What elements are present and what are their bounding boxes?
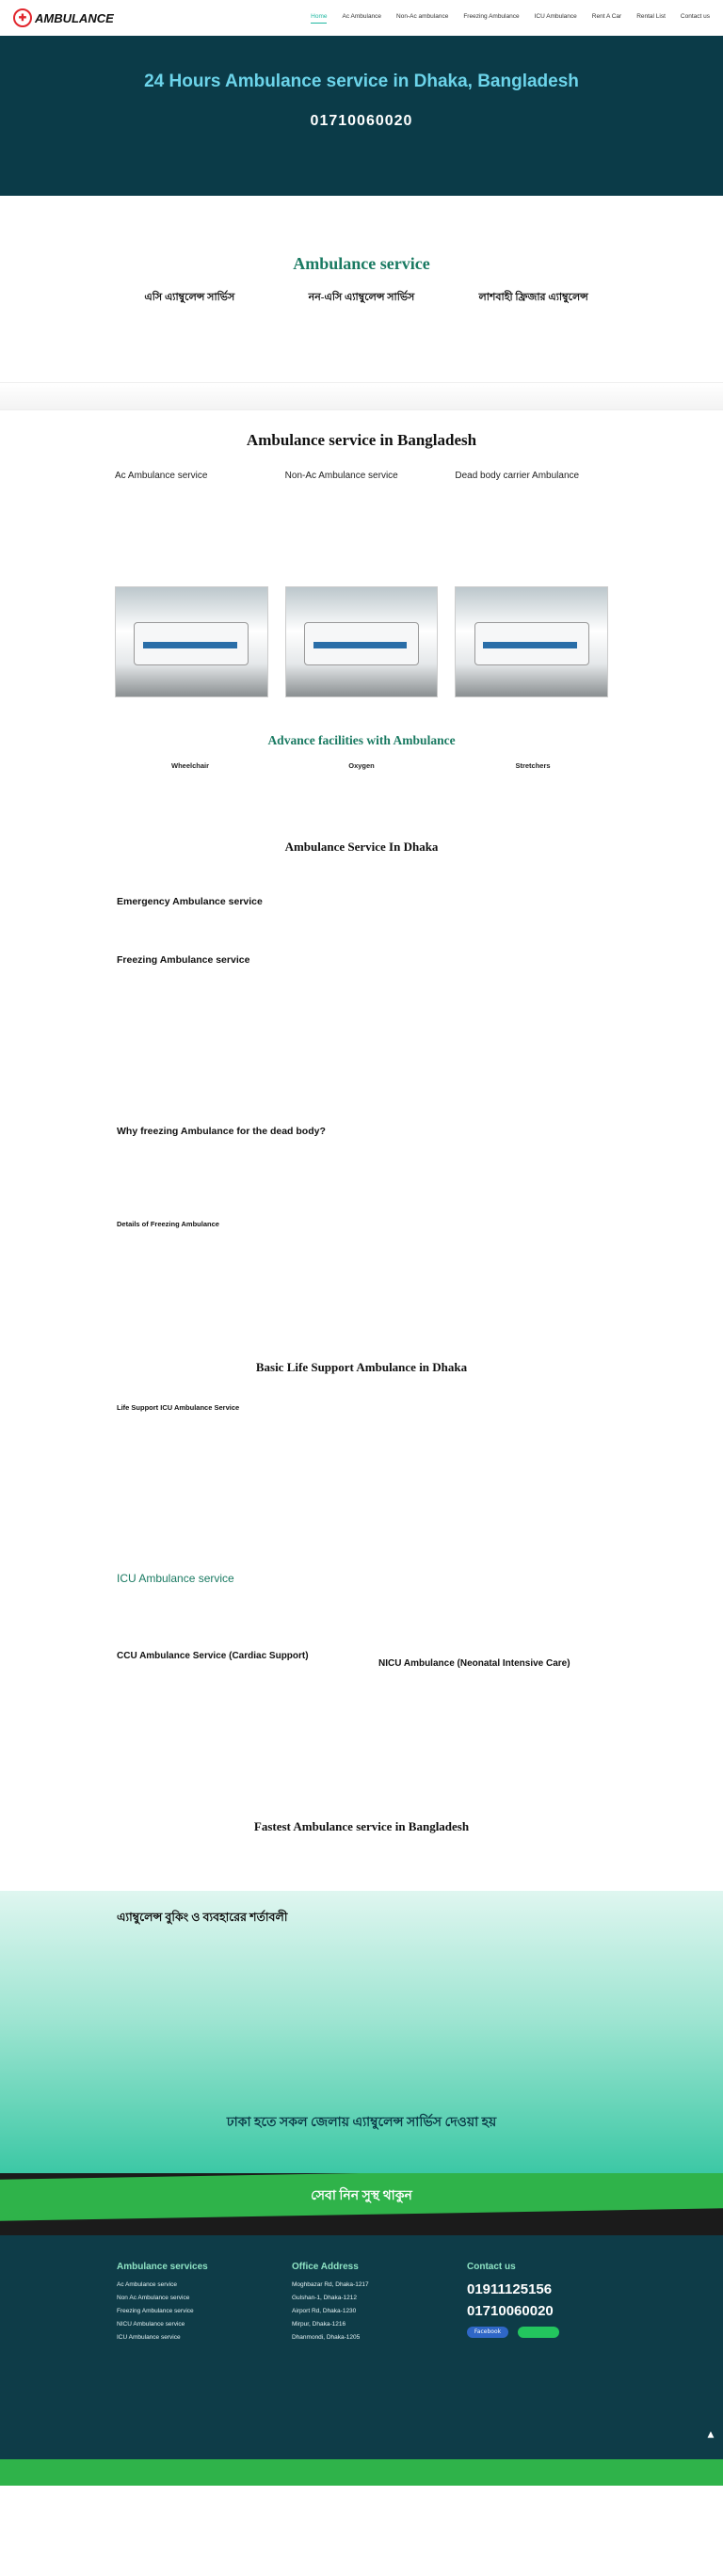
nicu-heading: NICU Ambulance (Neonatal Intensive Care) xyxy=(378,1658,570,1669)
nicu-card xyxy=(378,1651,606,1676)
nav-rent-a-car[interactable]: Rent A Car xyxy=(591,12,622,20)
ac-service-heading: এসি এ্যাম্বুলেন্স সার্ভিস xyxy=(144,292,235,303)
nav-rental-list[interactable]: Rental List xyxy=(636,12,666,20)
footer-phone-2[interactable]: 01710060020 xyxy=(467,2303,554,2319)
slogan-text: সেবা নিন সুস্থ থাকুন xyxy=(311,2189,412,2203)
scroll-top-icon[interactable]: ▲ xyxy=(704,2428,717,2441)
social-links xyxy=(467,2327,606,2338)
footer-office xyxy=(292,2262,431,2459)
hero-banner xyxy=(0,36,723,196)
non-ac-service-card xyxy=(289,289,435,312)
ccu-nicu-section xyxy=(0,1651,723,1676)
all-district-service-heading: ঢাকা হতে সকল জেলায় এ্যাম্বুলেন্স সার্ভিস দেওয়া হয় xyxy=(226,2116,497,2130)
logo-text: AMBULANCE xyxy=(35,10,114,25)
logo[interactable] xyxy=(13,8,114,27)
nav-icu-ambulance[interactable]: ICU Ambulance xyxy=(534,12,577,20)
main-nav xyxy=(311,13,710,24)
oxygen-heading: Oxygen xyxy=(348,761,375,770)
ambulance-logo-icon: ✚ xyxy=(13,8,32,27)
copyright-bar xyxy=(0,2459,723,2486)
nav-non-ac-ambulance[interactable]: Non-Ac ambulance xyxy=(396,12,449,20)
emergency-heading: Emergency Ambulance service xyxy=(117,896,263,907)
freezer-service-heading: লাশবাহী ফ্রিজার এ্যাম্বুলেন্স xyxy=(478,292,588,303)
faded-divider xyxy=(0,382,723,410)
footer-service-link[interactable]: NICU Ambulance service xyxy=(117,2321,185,2328)
booking-terms-section xyxy=(0,1891,723,2173)
footer-contact-heading: Contact us xyxy=(467,2262,516,2272)
ac-ambulance-card xyxy=(115,471,268,697)
stretchers-heading: Stretchers xyxy=(515,761,551,770)
footer xyxy=(0,2235,723,2459)
top-bar xyxy=(0,0,723,36)
wheelchair-card xyxy=(117,761,264,776)
bangladesh-title: Ambulance service in Bangladesh xyxy=(246,431,477,449)
footer-service-link[interactable]: Ac Ambulance service xyxy=(117,2281,177,2288)
facebook-button[interactable]: Facebook xyxy=(467,2327,508,2338)
stretchers-card xyxy=(459,761,606,776)
non-ac-ambulance-photo xyxy=(285,586,439,697)
footer-phone-1[interactable]: 01911125156 xyxy=(467,2281,553,2297)
nav-contact-us[interactable]: Contact us xyxy=(680,12,710,20)
nav-ac-ambulance[interactable]: Ac Ambulance xyxy=(342,12,382,20)
ccu-heading: CCU Ambulance Service (Cardiac Support) xyxy=(117,1651,309,1661)
why-freezing-heading: Why freezing Ambulance for the dead body? xyxy=(117,1126,326,1137)
office-address: Moghbazar Rd, Dhaka-1217 xyxy=(292,2281,369,2288)
ac-ambulance-heading: Ac Ambulance service xyxy=(115,471,208,481)
footer-services xyxy=(117,2262,256,2459)
ccu-card xyxy=(117,1651,345,1676)
oxygen-card xyxy=(288,761,435,776)
basic-life-content xyxy=(0,1403,723,1585)
hero-phone[interactable]: 01710060020 xyxy=(310,113,413,129)
office-address: Airport Rd, Dhaka-1230 xyxy=(292,2308,357,2314)
booking-heading: এ্যাম্বুলেন্স বুকিং ও ব্যবহারের শর্তাবলী xyxy=(117,1911,288,1924)
footer-services-heading: Ambulance services xyxy=(117,2262,208,2272)
non-ac-ambulance-heading: Non-Ac Ambulance service xyxy=(284,471,398,481)
office-address: Gulshan-1, Dhaka-1212 xyxy=(292,2295,358,2301)
icu-heading: ICU Ambulance service xyxy=(117,1572,234,1585)
dead-body-ambulance-heading: Dead body carrier Ambulance xyxy=(455,471,580,481)
wheelchair-heading: Wheelchair xyxy=(170,761,209,770)
footer-service-link[interactable]: Freezing Ambulance service xyxy=(117,2308,194,2314)
hero-title: 24 Hours Ambulance service in Dhaka, Bangladesh xyxy=(144,72,579,91)
footer-service-link[interactable]: ICU Ambulance service xyxy=(117,2334,181,2341)
ac-service-card xyxy=(117,289,263,312)
services-title: Ambulance service xyxy=(293,254,430,273)
bangla-services-row xyxy=(0,289,723,312)
office-address: Dhanmondi, Dhaka-1205 xyxy=(292,2334,361,2341)
fastest-title: Fastest Ambulance service in Bangladesh xyxy=(253,1819,470,1833)
dhaka-content xyxy=(0,896,723,1228)
nav-home[interactable]: Home xyxy=(311,13,327,24)
advance-facilities xyxy=(0,761,723,776)
office-address: Mirpur, Dhaka-1216 xyxy=(292,2321,346,2328)
life-support-heading: Life Support ICU Ambulance Service xyxy=(117,1403,240,1412)
footer-contact xyxy=(467,2262,606,2459)
bangladesh-services xyxy=(0,471,723,697)
non-ac-ambulance-card xyxy=(285,471,439,697)
non-ac-service-heading: নন-এসি এ্যাম্বুলেন্স সার্ভিস xyxy=(308,292,415,303)
booking-terms-list xyxy=(117,1936,606,2077)
ac-ambulance-photo xyxy=(115,586,268,697)
freezer-service-card xyxy=(460,289,606,312)
dhaka-title: Ambulance Service In Dhaka xyxy=(284,840,439,854)
footer-office-heading: Office Address xyxy=(292,2262,359,2272)
nav-freezing-ambulance[interactable]: Freezing Ambulance xyxy=(463,12,520,20)
details-freezing-heading: Details of Freezing Ambulance xyxy=(117,1220,219,1228)
slogan-strip xyxy=(0,2173,723,2235)
dead-body-ambulance-card xyxy=(455,471,608,697)
dead-body-ambulance-photo xyxy=(455,586,608,697)
footer-service-link[interactable]: Non Ac Ambulance service xyxy=(117,2295,190,2301)
basic-life-title: Basic Life Support Ambulance in Dhaka xyxy=(255,1360,468,1374)
whatsapp-button[interactable] xyxy=(518,2327,559,2338)
freezing-heading: Freezing Ambulance service xyxy=(117,954,250,966)
advance-title: Advance facilities with Ambulance xyxy=(267,733,456,747)
